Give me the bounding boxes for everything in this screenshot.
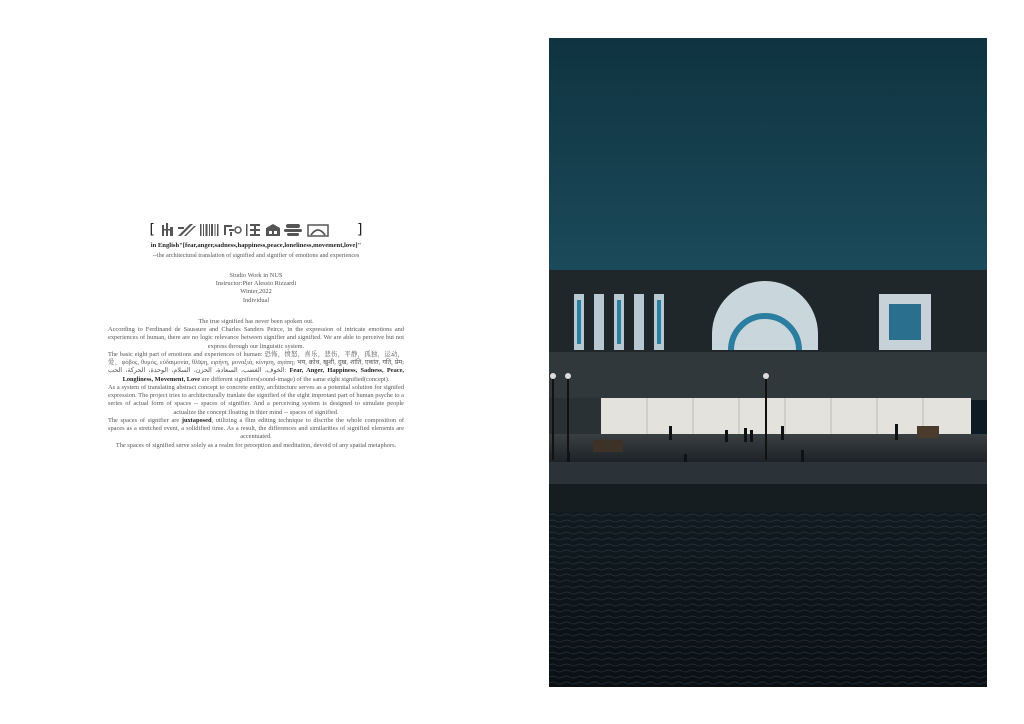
glyph-logo [160, 222, 352, 238]
para-5-bold: juxtaposed [181, 416, 212, 424]
project-tagline: --the architectural translation of signified and signifier of emotions and experiences [152, 252, 360, 259]
para-4: As a system of translating abstract concept to concrete entity, architecture serves as a potential solution for signifed expression. The project tries to architecturally tranlate the signified of the eight improtant part of human psyche to a series of actual form of spaces -- spaces of signifier. And a perceiving system is designed to simulate people actualize the concept floating in thier mind -- spaces of signified. [108, 383, 404, 416]
architectural-render [549, 38, 987, 687]
para-6: The spaces of signified serve solely as a realm for perception and meditation, devoid of any spatial metaphors. [115, 441, 397, 449]
text-column [108, 220, 404, 450]
meta-type: Individual [242, 296, 270, 304]
para-5-suffix: , utilizing a flim editing technique to discribe the whole composition of spaces as a stretched event, a solidified time. As a result, the differences and similarities of signified elements are accentuated. [108, 416, 404, 441]
para-3 [108, 351, 404, 384]
para-3-suffix: are different signifiers(sound-image) of the same eight signified(concept). [201, 375, 390, 383]
para-3-prefix: The basic eight part of emotions and experiences of human: 恐怖，愤怒，喜乐，悲伤，平静，孤独，运动，爱，φόβος, θυμός, εὐδαιμονία, θλῖψη, ειρήνη, μοναξιά, κίνηση, αγάπη; भय, क्रोध, खुशी, दुख, शांति, एकांत, गति, प्रेम; الخوف، الغضب، السعادة، الحزن، السلام، الوحدة، الحركة، الحب: [108, 350, 404, 375]
lit-panels [601, 398, 971, 434]
project-subtitle: in English"[fear,anger,sadness,happiness,peace,loneliness,movement,love]" [150, 242, 362, 249]
project-description [108, 318, 404, 450]
railing [549, 462, 987, 484]
glyph-title [108, 220, 404, 240]
meta-instructor: Instructor:Pier Alessio Rizzardi [215, 280, 297, 288]
quay-edge [549, 484, 987, 512]
render-illustration [549, 38, 987, 687]
project-meta [108, 272, 404, 305]
para-1: The true signified has never been spoken out. [198, 317, 314, 325]
meta-studio: Studio Work in NUS [229, 272, 283, 279]
meta-term: Winter,2022 [240, 288, 272, 296]
para-5 [108, 417, 404, 442]
bracket-close: ] [357, 222, 363, 238]
para-2: According to Ferdinand de Saussure and Charles Sanders Peirce, in the expression of intricate emotions and experiences of human, there are no logic relevance between signifier and signified. We are able to perceive but not express through our linguistic system. [108, 326, 404, 350]
bracket-open: [ [149, 222, 155, 238]
sky [549, 38, 987, 270]
para-3-bold: Fear, Anger, Happiness, Sadness, Peace, Longliness, Movement, Love [122, 367, 404, 383]
para-5-prefix: The spaces of signifier are [108, 416, 180, 424]
